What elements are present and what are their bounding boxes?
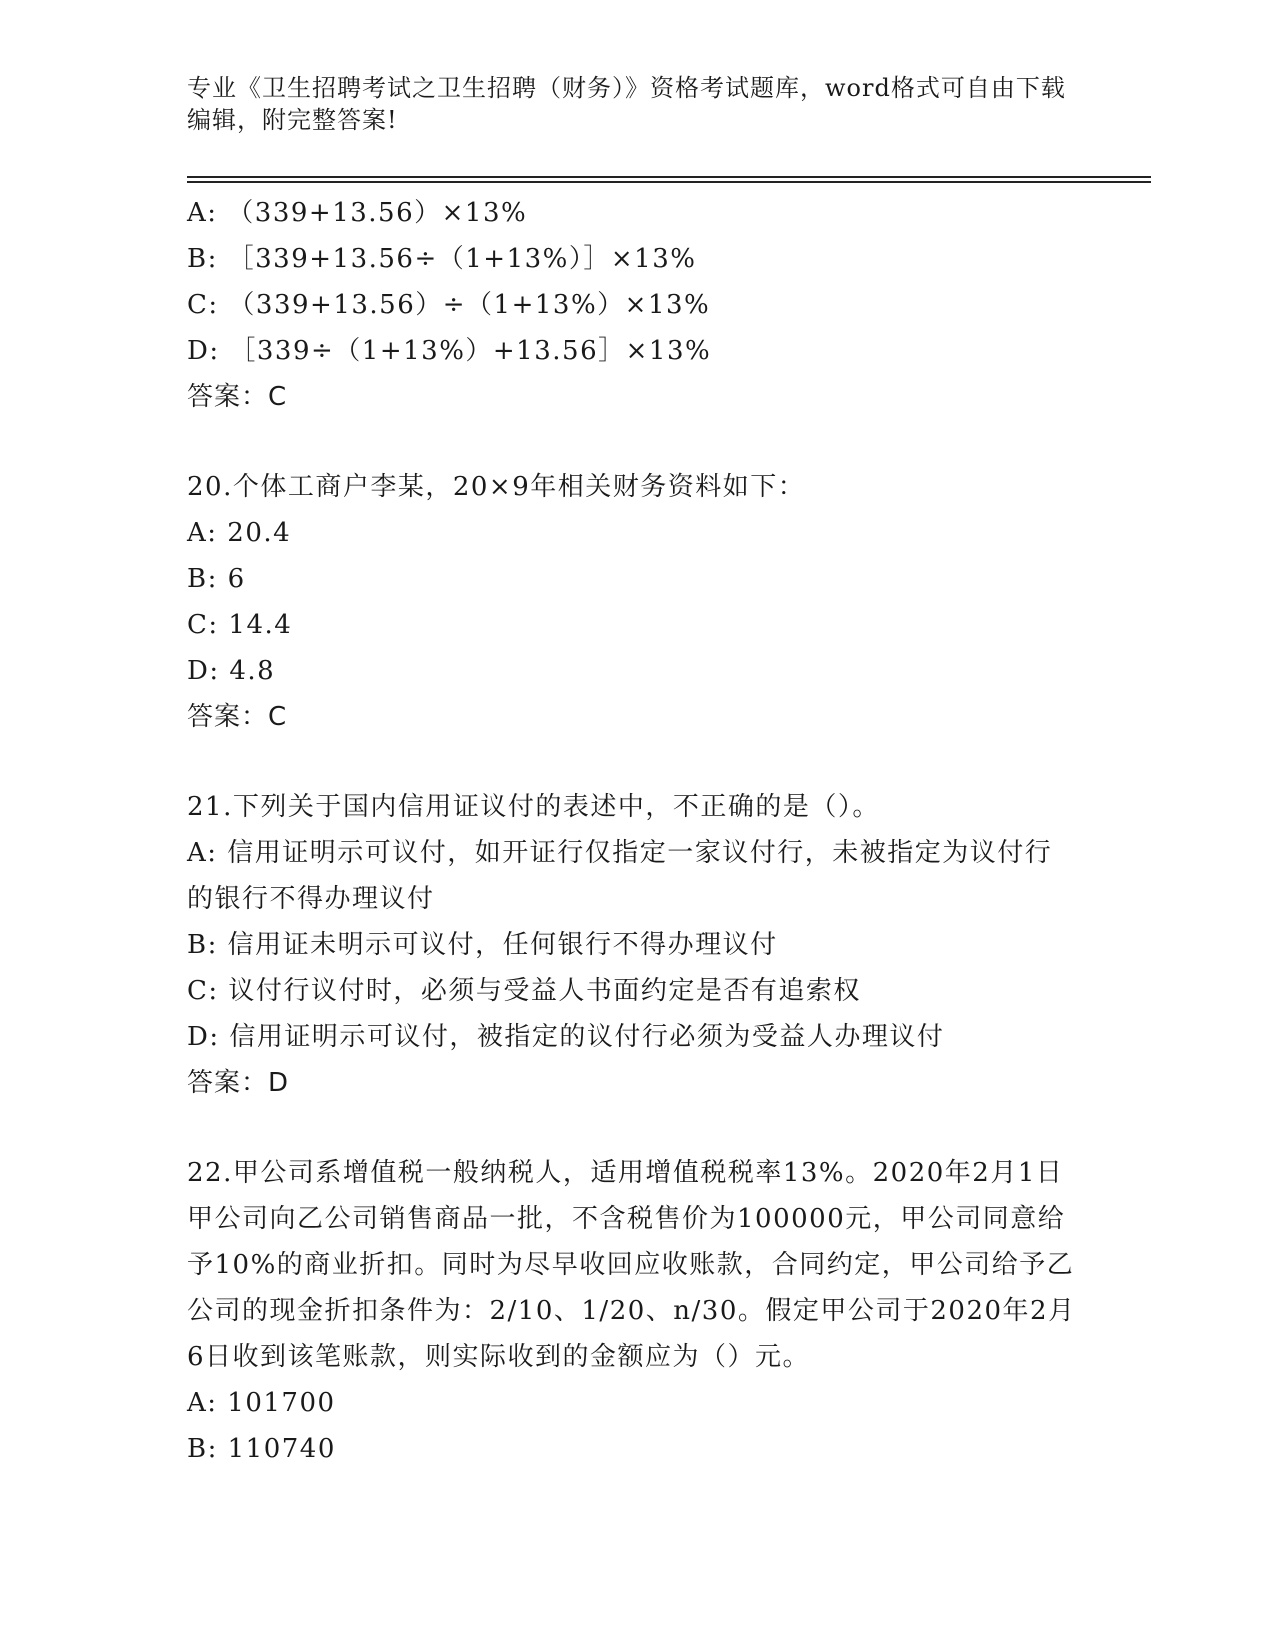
option-b: B: 110740 (187, 1434, 336, 1464)
question-22 (187, 1150, 1087, 1472)
option-c: C: （339+13.56）÷（1+13%）×13% (187, 290, 711, 320)
option-b: B: 信用证未明示可议付，任何银行不得办理议付 (187, 930, 778, 960)
header-title-line2: 编辑，附完整答案! (187, 106, 398, 134)
option-b: B: ［339+13.56÷（1+13%）］×13% (187, 244, 697, 274)
question-text: 21.下列关于国内信用证议付的表述中，不正确的是（）。 (187, 792, 880, 822)
document-header (187, 72, 1067, 136)
option-a: A: 信用证明示可议付，如开证行仅指定一家议付行，未被指定为议付行的银行不得办理议付 (187, 838, 1053, 914)
header-divider-top (187, 176, 1151, 178)
option-d: D: 信用证明示可议付，被指定的议付行必须为受益人办理议付 (187, 1022, 945, 1052)
question-20 (187, 464, 1087, 740)
header-divider-bottom (187, 181, 1151, 183)
option-a: A: 101700 (187, 1388, 336, 1418)
option-c: C: 议付行议付时，必须与受益人书面约定是否有追索权 (187, 976, 861, 1006)
question-list (187, 190, 1087, 1516)
question-21 (187, 784, 1087, 1106)
question-text: 22.甲公司系增值税一般纳税人，适用增值税税率13%。2020年2月1日甲公司向乙公司销售商品一批，不含税售价为100000元，甲公司同意给予10%的商业折扣。同时为尽早收回应收账款，合同约定，甲公司给予乙公司的现金折扣条件为：2/10、1/20、n/30。假定甲公司于2020年2月6日收到该笔账款，则实际收到的金额应为（）元。 (187, 1158, 1076, 1372)
answer: 答案：C (187, 702, 288, 732)
option-c: C: 14.4 (187, 610, 293, 640)
option-d: D: ［339÷（1+13%）+13.56］×13% (187, 336, 712, 366)
answer: 答案：C (187, 382, 288, 412)
header-title-line1: 专业《卫生招聘考试之卫生招聘（财务）》资格考试题库，word格式可自由下载 (187, 74, 1066, 102)
option-d: D: 4.8 (187, 656, 276, 686)
option-b: B: 6 (187, 564, 246, 594)
question-text: 20.个体工商户李某，20×9年相关财务资料如下： (187, 472, 806, 502)
option-a: A: 20.4 (187, 518, 292, 548)
option-a: A: （339+13.56）×13% (187, 198, 528, 228)
answer: 答案：D (187, 1068, 290, 1098)
question-19 (187, 190, 1087, 420)
